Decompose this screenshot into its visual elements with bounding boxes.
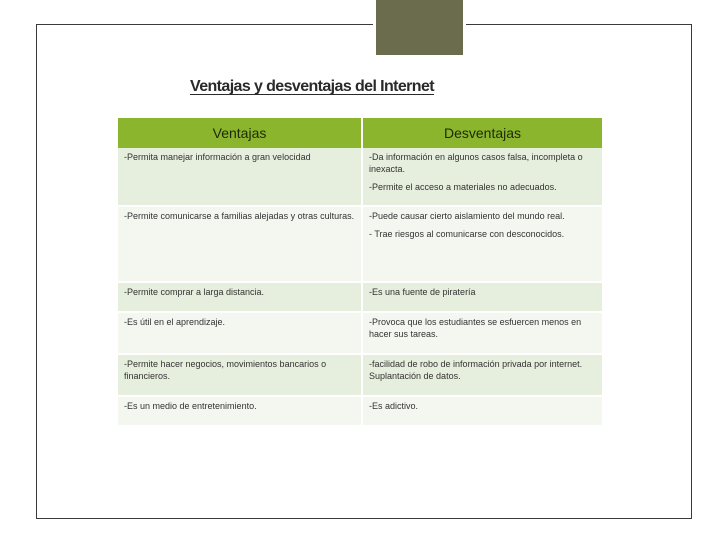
table-row <box>118 282 603 312</box>
ventaja-cell <box>118 282 362 312</box>
cell-text: -Permite el acceso a materiales no adecuados. <box>369 182 557 192</box>
table-row <box>118 148 603 206</box>
ventaja-cell <box>118 396 362 426</box>
desventaja-cell <box>362 148 603 206</box>
decorative-corner-block <box>373 0 466 58</box>
header-desventajas: Desventajas <box>362 118 603 148</box>
cell-text: - Trae riesgos al comunicarse con desconocidos. <box>369 229 565 239</box>
cell-text: -Permite hacer negocios, movimientos bancarios o financieros. <box>124 359 327 381</box>
cell-text: -Provoca que los estudiantes se esfuercen menos en hacer sus tareas. <box>369 317 582 339</box>
cell-text: -Es un medio de entretenimiento. <box>124 401 257 411</box>
cell-text: -Puede causar cierto aislamiento del mundo real. <box>369 211 565 221</box>
cell-text: -Permita manejar información a gran velocidad <box>124 152 311 162</box>
table-row <box>118 312 603 354</box>
table-row <box>118 206 603 282</box>
cell-text: -Es una fuente de piratería <box>369 287 476 297</box>
ventaja-cell <box>118 312 362 354</box>
ventaja-cell <box>118 148 362 206</box>
desventaja-cell <box>362 354 603 396</box>
desventaja-cell <box>362 206 603 282</box>
cell-text: -Permite comunicarse a familias alejadas y otras culturas. <box>124 211 355 221</box>
cell-text: -Da información en algunos casos falsa, incompleta o inexacta. <box>369 152 583 174</box>
table-header-row <box>118 118 603 148</box>
table-row <box>118 354 603 396</box>
comparison-table <box>118 118 604 427</box>
ventaja-cell <box>118 354 362 396</box>
desventaja-cell <box>362 282 603 312</box>
desventaja-cell <box>362 396 603 426</box>
desventaja-cell <box>362 312 603 354</box>
page-title: Ventajas y desventajas del Internet <box>190 78 435 95</box>
cell-text: -Es útil en el aprendizaje. <box>124 317 226 327</box>
cell-text: -Permite comprar a larga distancia. <box>124 287 265 297</box>
cell-text: -Es adictivo. <box>369 401 419 411</box>
table-row <box>118 396 603 426</box>
cell-text: -facilidad de robo de información privada por internet. Suplantación de datos. <box>369 359 583 381</box>
header-ventajas: Ventajas <box>118 118 362 148</box>
ventaja-cell <box>118 206 362 282</box>
